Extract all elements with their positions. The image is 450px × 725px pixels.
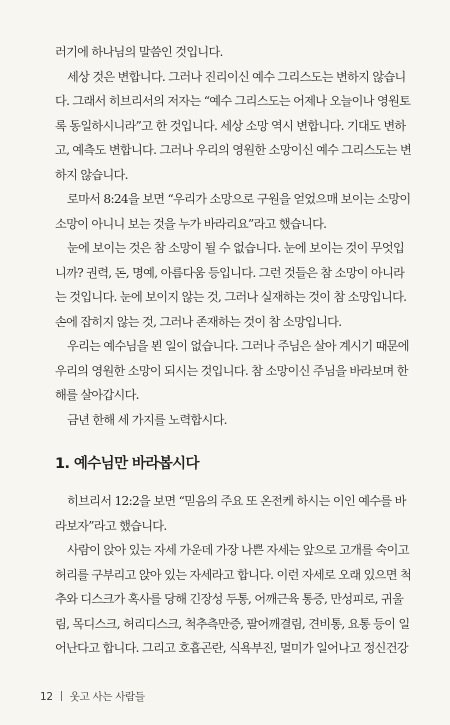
text-line: 해를 살아갑시다. <box>55 388 139 402</box>
paragraph <box>55 489 410 538</box>
text-line: 금년 한해 세 가지를 노력합시다. <box>67 412 227 427</box>
text-line: 세상 것은 변합니다. 그러나 진리이신 예수 그리스도는 변하지 않습니 <box>67 69 406 84</box>
section-heading: 1. 예수님만 바라봅시다 <box>55 456 199 472</box>
book-title: 웃고 사는 사람들 <box>69 691 145 703</box>
paragraph <box>55 236 410 334</box>
paragraph <box>55 40 410 65</box>
text-line: 라보자”라고 했습니다. <box>55 518 167 533</box>
body-text-bottom <box>55 489 410 661</box>
text-line: 러기에 하나님의 말씀인 것입니다. <box>55 45 223 59</box>
text-line: 히브리서 12:2을 보면 “믿음의 주요 또 온전케 하시는 이인 예수를 바 <box>67 494 406 508</box>
page-number: 12 <box>40 691 53 703</box>
paragraph <box>55 65 410 188</box>
text-line: 다. 그래서 히브리서의 저자는 “예수 그리스도는 어제나 오늘이나 영원토 <box>55 94 411 108</box>
text-line: 허리를 구부리고 앉아 있는 자세라고 합니다. 이런 자세로 오래 있으면 척 <box>55 567 412 582</box>
text-line: 우리는 예수님을 뵌 일이 없습니다. 그러나 주님은 살아 계시기 때문에 <box>67 339 409 353</box>
paragraph <box>55 408 410 433</box>
text-line: 추와 디스크가 혹사를 당해 긴장성 두통, 어깨근육 통증, 만성피로, 귀울 <box>55 592 404 606</box>
text-line: 는 것입니다. 눈에 보이지 않는 것, 그러나 실재하는 것이 참 소망입니다. <box>55 290 407 304</box>
paragraph <box>55 187 410 236</box>
text-line: 우리의 영원한 소망이 되시는 것입니다. 참 소망이신 주님을 바라보며 한 <box>55 363 408 378</box>
text-line: 록 동일하시니라”고 한 것입니다. 세상 소망 역시 변합니다. 기대도 변하 <box>55 118 406 133</box>
text-line: 니까? 권력, 돈, 명예, 아름다움 등입니다. 그런 것들은 참 소망이 아니라 <box>55 265 405 280</box>
text-line: 림, 목디스크, 허리디스크, 척추측만증, 팔어깨결림, 견비통, 요통 등이 일 <box>55 616 410 631</box>
body-text-top <box>55 40 410 432</box>
text-line: 소망이 아니니 보는 것을 누가 바라리요”라고 했습니다. <box>55 216 327 231</box>
page-footer <box>40 689 145 704</box>
footer-separator <box>61 691 62 701</box>
text-line: 고, 예측도 변합니다. 그러나 우리의 영원한 소망이신 예수 그리스도는 변 <box>55 143 412 157</box>
text-line: 눈에 보이는 것은 참 소망이 될 수 없습니다. 눈에 보이는 것이 무엇입 <box>67 241 405 255</box>
paragraph <box>55 334 410 408</box>
text-line: 사람이 앉아 있는 자세 가운데 가장 나쁜 자세는 앞으로 고개를 숙이고 <box>67 543 409 557</box>
text-line: 손에 잡히지 않는 것, 그러나 존재하는 것이 참 소망입니다. <box>55 314 342 329</box>
text-line: 어난다고 합니다. 그리고 호흡곤란, 식욕부진, 멀미가 일어나고 정신건강 <box>55 641 408 655</box>
text-line: 하지 않습니다. <box>55 167 128 182</box>
paragraph <box>55 538 410 661</box>
text-line: 로마서 8:24을 보면 “우리가 소망으로 구원을 얻었으매 보이는 소망이 <box>67 192 411 206</box>
